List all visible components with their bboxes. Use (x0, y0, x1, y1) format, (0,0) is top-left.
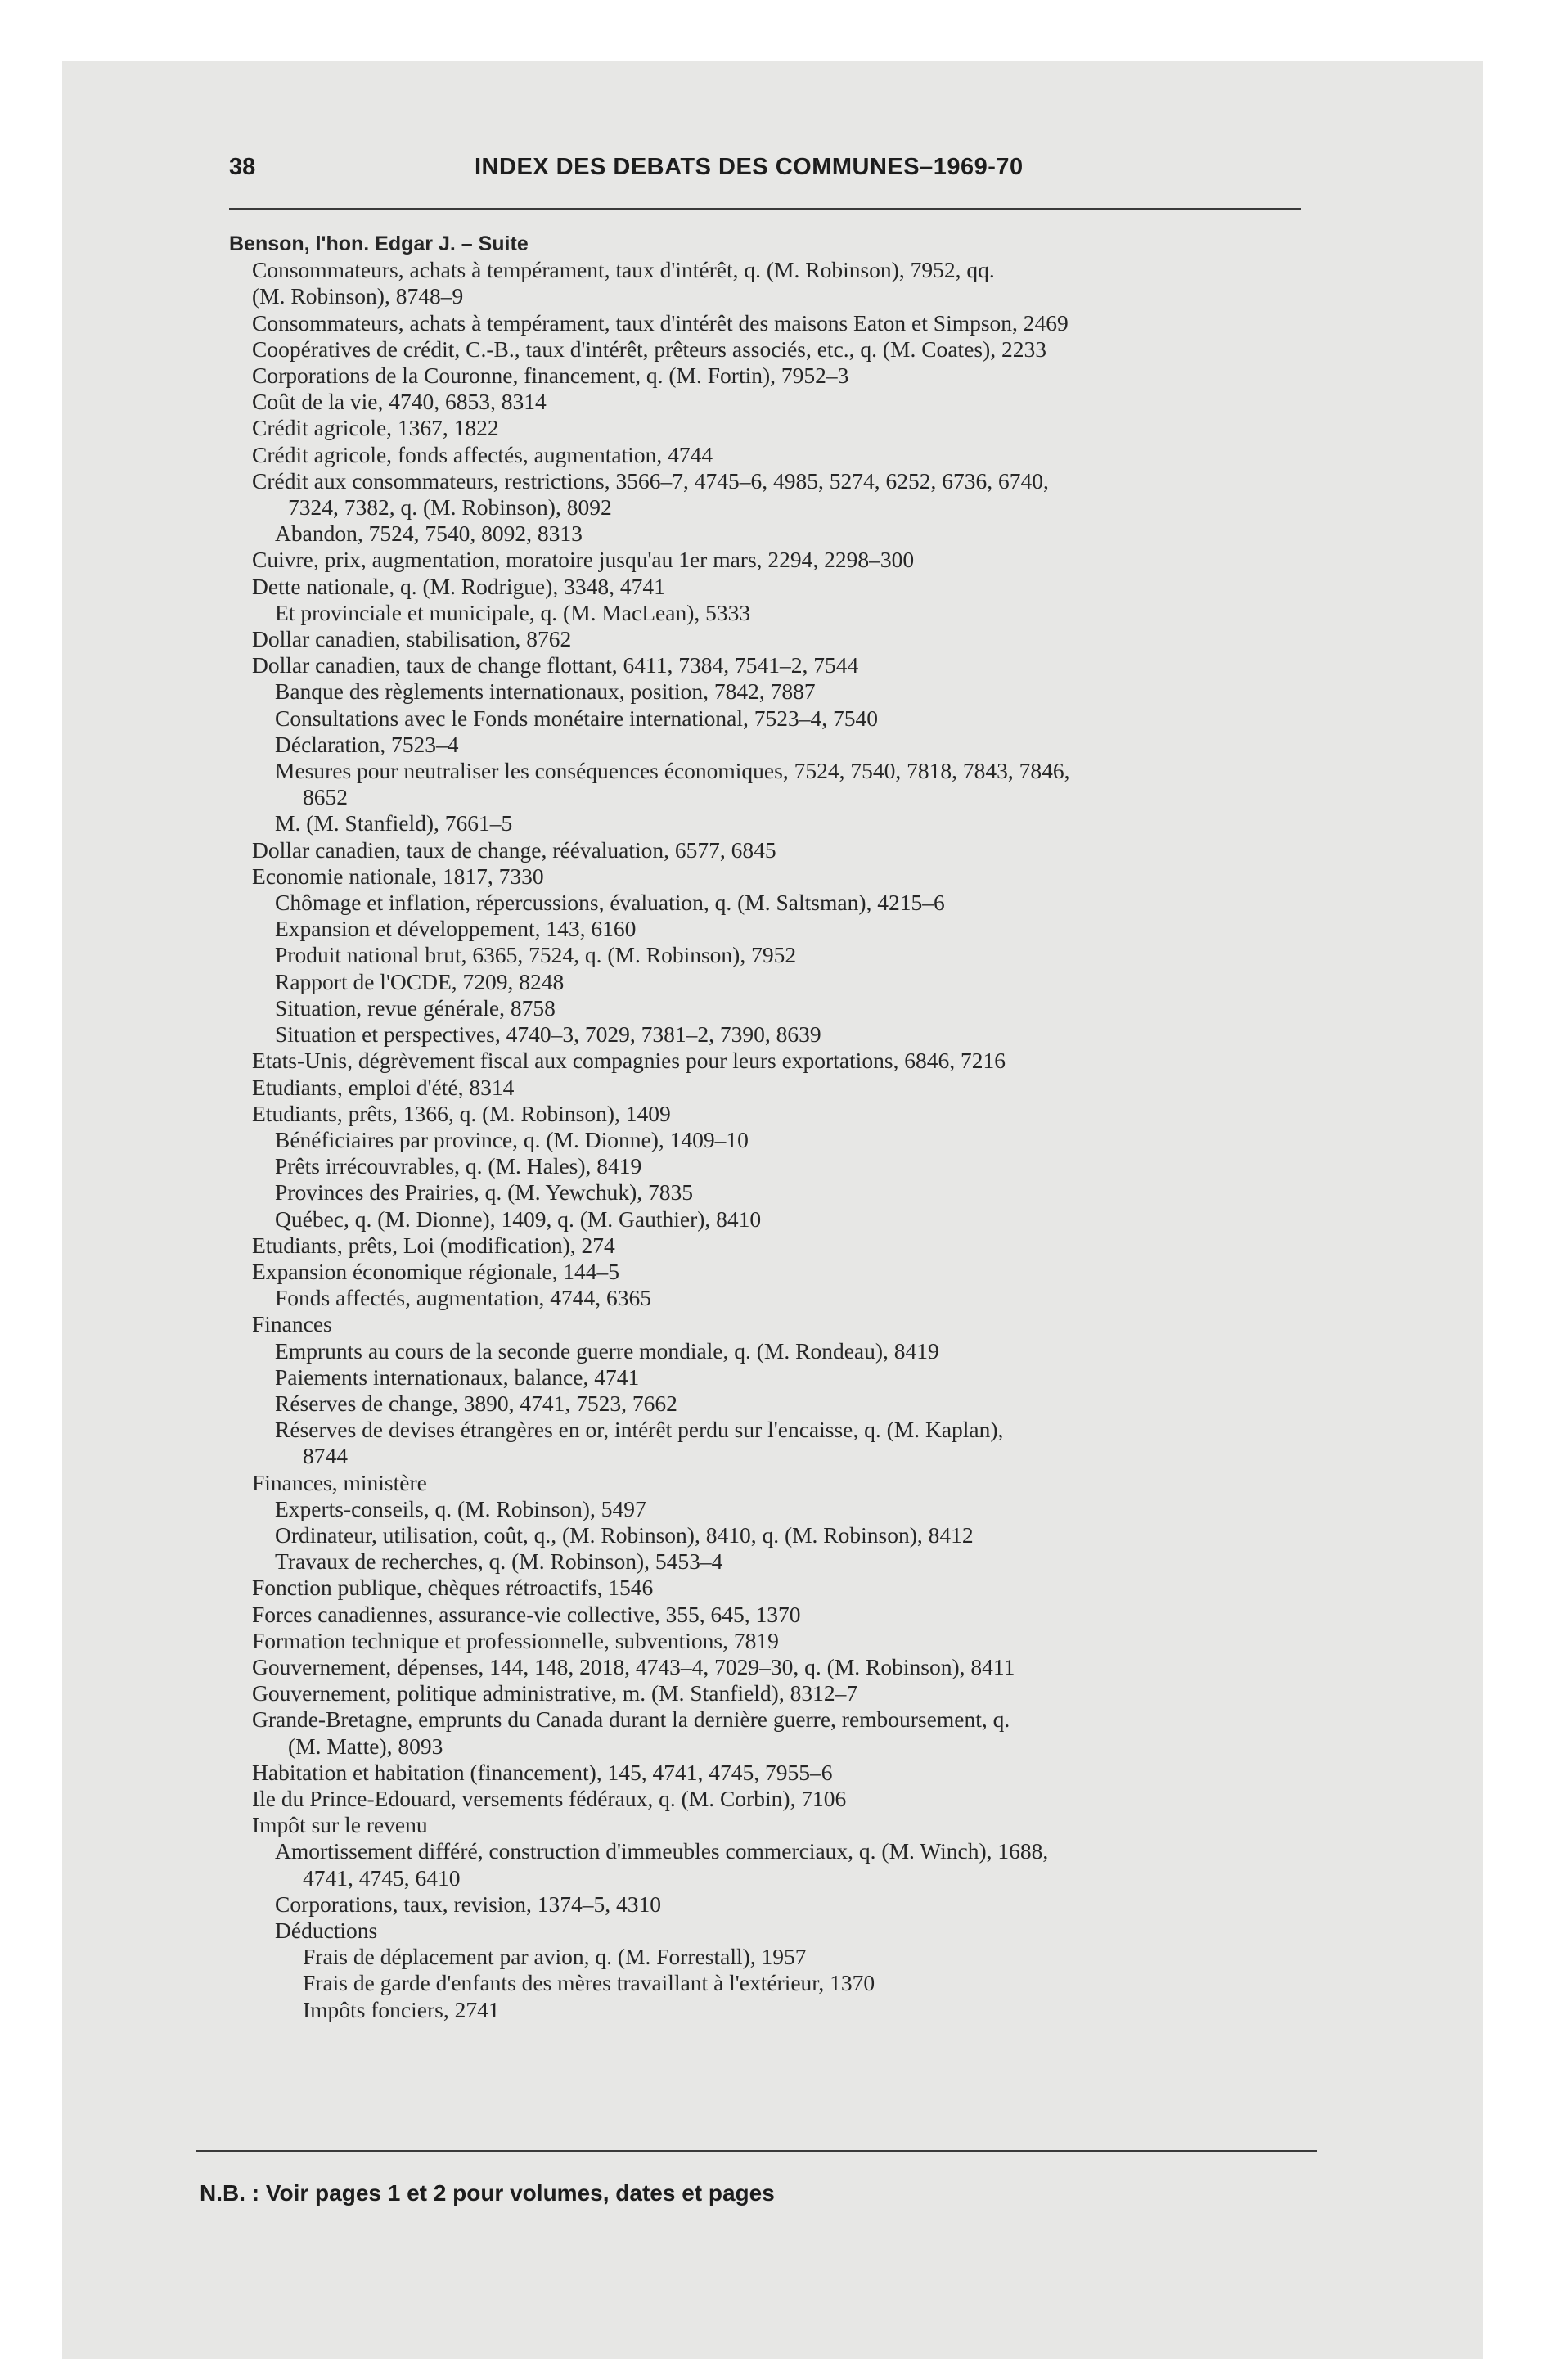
page-title: INDEX DES DEBATS DES COMMUNES–1969-70 (475, 154, 1024, 180)
index-entry: 7324, 7382, q. (M. Robinson), 8092 (288, 494, 612, 521)
index-entry: Corporations, taux, revision, 1374–5, 4310 (275, 1891, 662, 1917)
index-entry: (M. Matte), 8093 (288, 1733, 443, 1759)
index-entry: Frais de déplacement par avion, q. (M. Forrestall), 1957 (303, 1944, 807, 1970)
index-entry: Coopératives de crédit, C.-B., taux d'intérêt, prêteurs associés, etc., q. (M. Coates), 2233 (252, 336, 1047, 362)
index-entry: Coût de la vie, 4740, 6853, 8314 (252, 389, 547, 415)
index-entry: Grande-Bretagne, emprunts du Canada durant la dernière guerre, remboursement, q. (252, 1706, 1010, 1733)
index-entry: Gouvernement, politique administrative, m. (M. Stanfield), 8312–7 (252, 1680, 858, 1706)
index-entry: Etudiants, emploi d'été, 8314 (252, 1074, 515, 1100)
index-entry: Amortissement différé, construction d'immeubles commerciaux, q. (M. Winch), 1688, (275, 1838, 1049, 1864)
index-entry: Produit national brut, 6365, 7524, q. (M. Robinson), 7952 (275, 942, 797, 968)
index-entry: Etudiants, prêts, Loi (modification), 274 (252, 1232, 615, 1258)
index-entry: Banque des règlements internationaux, position, 7842, 7887 (275, 678, 816, 705)
index-entry: Etudiants, prêts, 1366, q. (M. Robinson), 1409 (252, 1100, 671, 1126)
index-entry: (M. Robinson), 8748–9 (252, 283, 464, 309)
index-entry: Expansion économique régionale, 144–5 (252, 1258, 620, 1284)
index-entry: Economie nationale, 1817, 7330 (252, 863, 544, 889)
index-entry: Finances (252, 1311, 332, 1337)
index-entry: Ordinateur, utilisation, coût, q., (M. Robinson), 8410, q. (M. Robinson), 8412 (275, 1521, 974, 1548)
index-entry: Dette nationale, q. (M. Rodrigue), 3348, 4741 (252, 573, 665, 599)
page-header (229, 154, 1301, 187)
index-entry: Situation, revue générale, 8758 (275, 994, 556, 1021)
index-entry: Finances, ministère (252, 1469, 427, 1495)
index-entry: Expansion et développement, 143, 6160 (275, 916, 637, 942)
index-entry: Fonction publique, chèques rétroactifs, 1546 (252, 1575, 654, 1601)
index-entry: Paiements internationaux, balance, 4741 (275, 1364, 640, 1390)
index-entry: Et provinciale et municipale, q. (M. MacLean), 5333 (275, 599, 751, 625)
index-entry: Consultations avec le Fonds monétaire international, 7523–4, 7540 (275, 705, 879, 731)
index-entry: Etats-Unis, dégrèvement fiscal aux compagnies pour leurs exportations, 6846, 7216 (252, 1048, 1006, 1074)
index-entry: Situation et perspectives, 4740–3, 7029, 7381–2, 7390, 8639 (275, 1021, 821, 1048)
index-entry: Forces canadiennes, assurance-vie collective, 355, 645, 1370 (252, 1601, 801, 1627)
footer-divider (196, 2150, 1317, 2152)
index-entry: Prêts irrécouvrables, q. (M. Hales), 8419 (275, 1153, 642, 1179)
index-entry: Impôts fonciers, 2741 (303, 1996, 500, 2022)
index-entry: 8652 (303, 784, 348, 810)
footnote: N.B. : Voir pages 1 et 2 pour volumes, dates et pages (200, 2180, 775, 2206)
index-entry: Provinces des Prairies, q. (M. Yewchuk), 7835 (275, 1179, 693, 1206)
index-entry: Ile du Prince-Edouard, versements fédéraux, q. (M. Corbin), 7106 (252, 1785, 847, 1811)
index-entry: Gouvernement, dépenses, 144, 148, 2018, 4743–4, 7029–30, q. (M. Robinson), 8411 (252, 1653, 1015, 1679)
index-entry: Consommateurs, achats à tempérament, taux d'intérêt des maisons Eaton et Simpson, 2469 (252, 309, 1069, 336)
index-entry: Impôt sur le revenu (252, 1812, 428, 1838)
index-entry: Dollar canadien, taux de change, réévaluation, 6577, 6845 (252, 836, 776, 863)
index-entry: Québec, q. (M. Dionne), 1409, q. (M. Gauthier), 8410 (275, 1206, 762, 1232)
index-entry: Experts-conseils, q. (M. Robinson), 5497 (275, 1495, 646, 1521)
index-entry: Emprunts au cours de la seconde guerre mondiale, q. (M. Rondeau), 8419 (275, 1337, 939, 1364)
index-entry: Crédit agricole, 1367, 1822 (252, 415, 499, 441)
index-entry: Cuivre, prix, augmentation, moratoire jusqu'au 1er mars, 2294, 2298–300 (252, 547, 915, 573)
index-entry: Dollar canadien, taux de change flottant, 6411, 7384, 7541–2, 7544 (252, 652, 859, 678)
index-entry: Habitation et habitation (financement), 145, 4741, 4745, 7955–6 (252, 1759, 833, 1785)
index-entry: Déductions (275, 1918, 378, 1943)
index-entry: Déclaration, 7523–4 (275, 731, 459, 757)
index-entry: Consommateurs, achats à tempérament, taux d'intérêt, q. (M. Robinson), 7952, qq. (252, 257, 995, 283)
index-entries (229, 231, 1375, 2023)
index-entry: 8744 (303, 1443, 348, 1469)
index-entry: Mesures pour neutraliser les conséquences économiques, 7524, 7540, 7818, 7843, 7846, (275, 758, 1070, 784)
index-heading: Benson, l'hon. Edgar J. – Suite (229, 232, 529, 255)
index-entry: Formation technique et professionnelle, subventions, 7819 (252, 1627, 779, 1653)
index-entry: Corporations de la Couronne, financement, q. (M. Fortin), 7952–3 (252, 363, 849, 389)
index-entry: Dollar canadien, stabilisation, 8762 (252, 626, 572, 652)
index-entry: 4741, 4745, 6410 (303, 1864, 461, 1891)
index-entry: Réserves de devises étrangères en or, intérêt perdu sur l'encaisse, q. (M. Kaplan), (275, 1417, 1004, 1443)
index-entry: Réserves de change, 3890, 4741, 7523, 7662 (275, 1390, 677, 1416)
index-entry: M. (M. Stanfield), 7661–5 (275, 810, 513, 836)
index-entry: Chômage et inflation, répercussions, évaluation, q. (M. Saltsman), 4215–6 (275, 890, 945, 916)
index-entry: Crédit agricole, fonds affectés, augmentation, 4744 (252, 441, 713, 467)
index-entry: Crédit aux consommateurs, restrictions, 3566–7, 4745–6, 4985, 5274, 6252, 6736, 6740, (252, 467, 1049, 494)
header-divider (229, 208, 1301, 210)
index-entry: Rapport de l'OCDE, 7209, 8248 (275, 968, 565, 994)
index-entry: Bénéficiaires par province, q. (M. Dionne), 1409–10 (275, 1126, 749, 1152)
index-entry: Abandon, 7524, 7540, 8092, 8313 (275, 521, 583, 547)
page-number: 38 (229, 154, 256, 180)
index-entry: Fonds affectés, augmentation, 4744, 6365 (275, 1285, 652, 1311)
index-entry: Frais de garde d'enfants des mères travaillant à l'extérieur, 1370 (303, 1970, 875, 1996)
index-entry: Travaux de recherches, q. (M. Robinson), 5453–4 (275, 1548, 723, 1575)
